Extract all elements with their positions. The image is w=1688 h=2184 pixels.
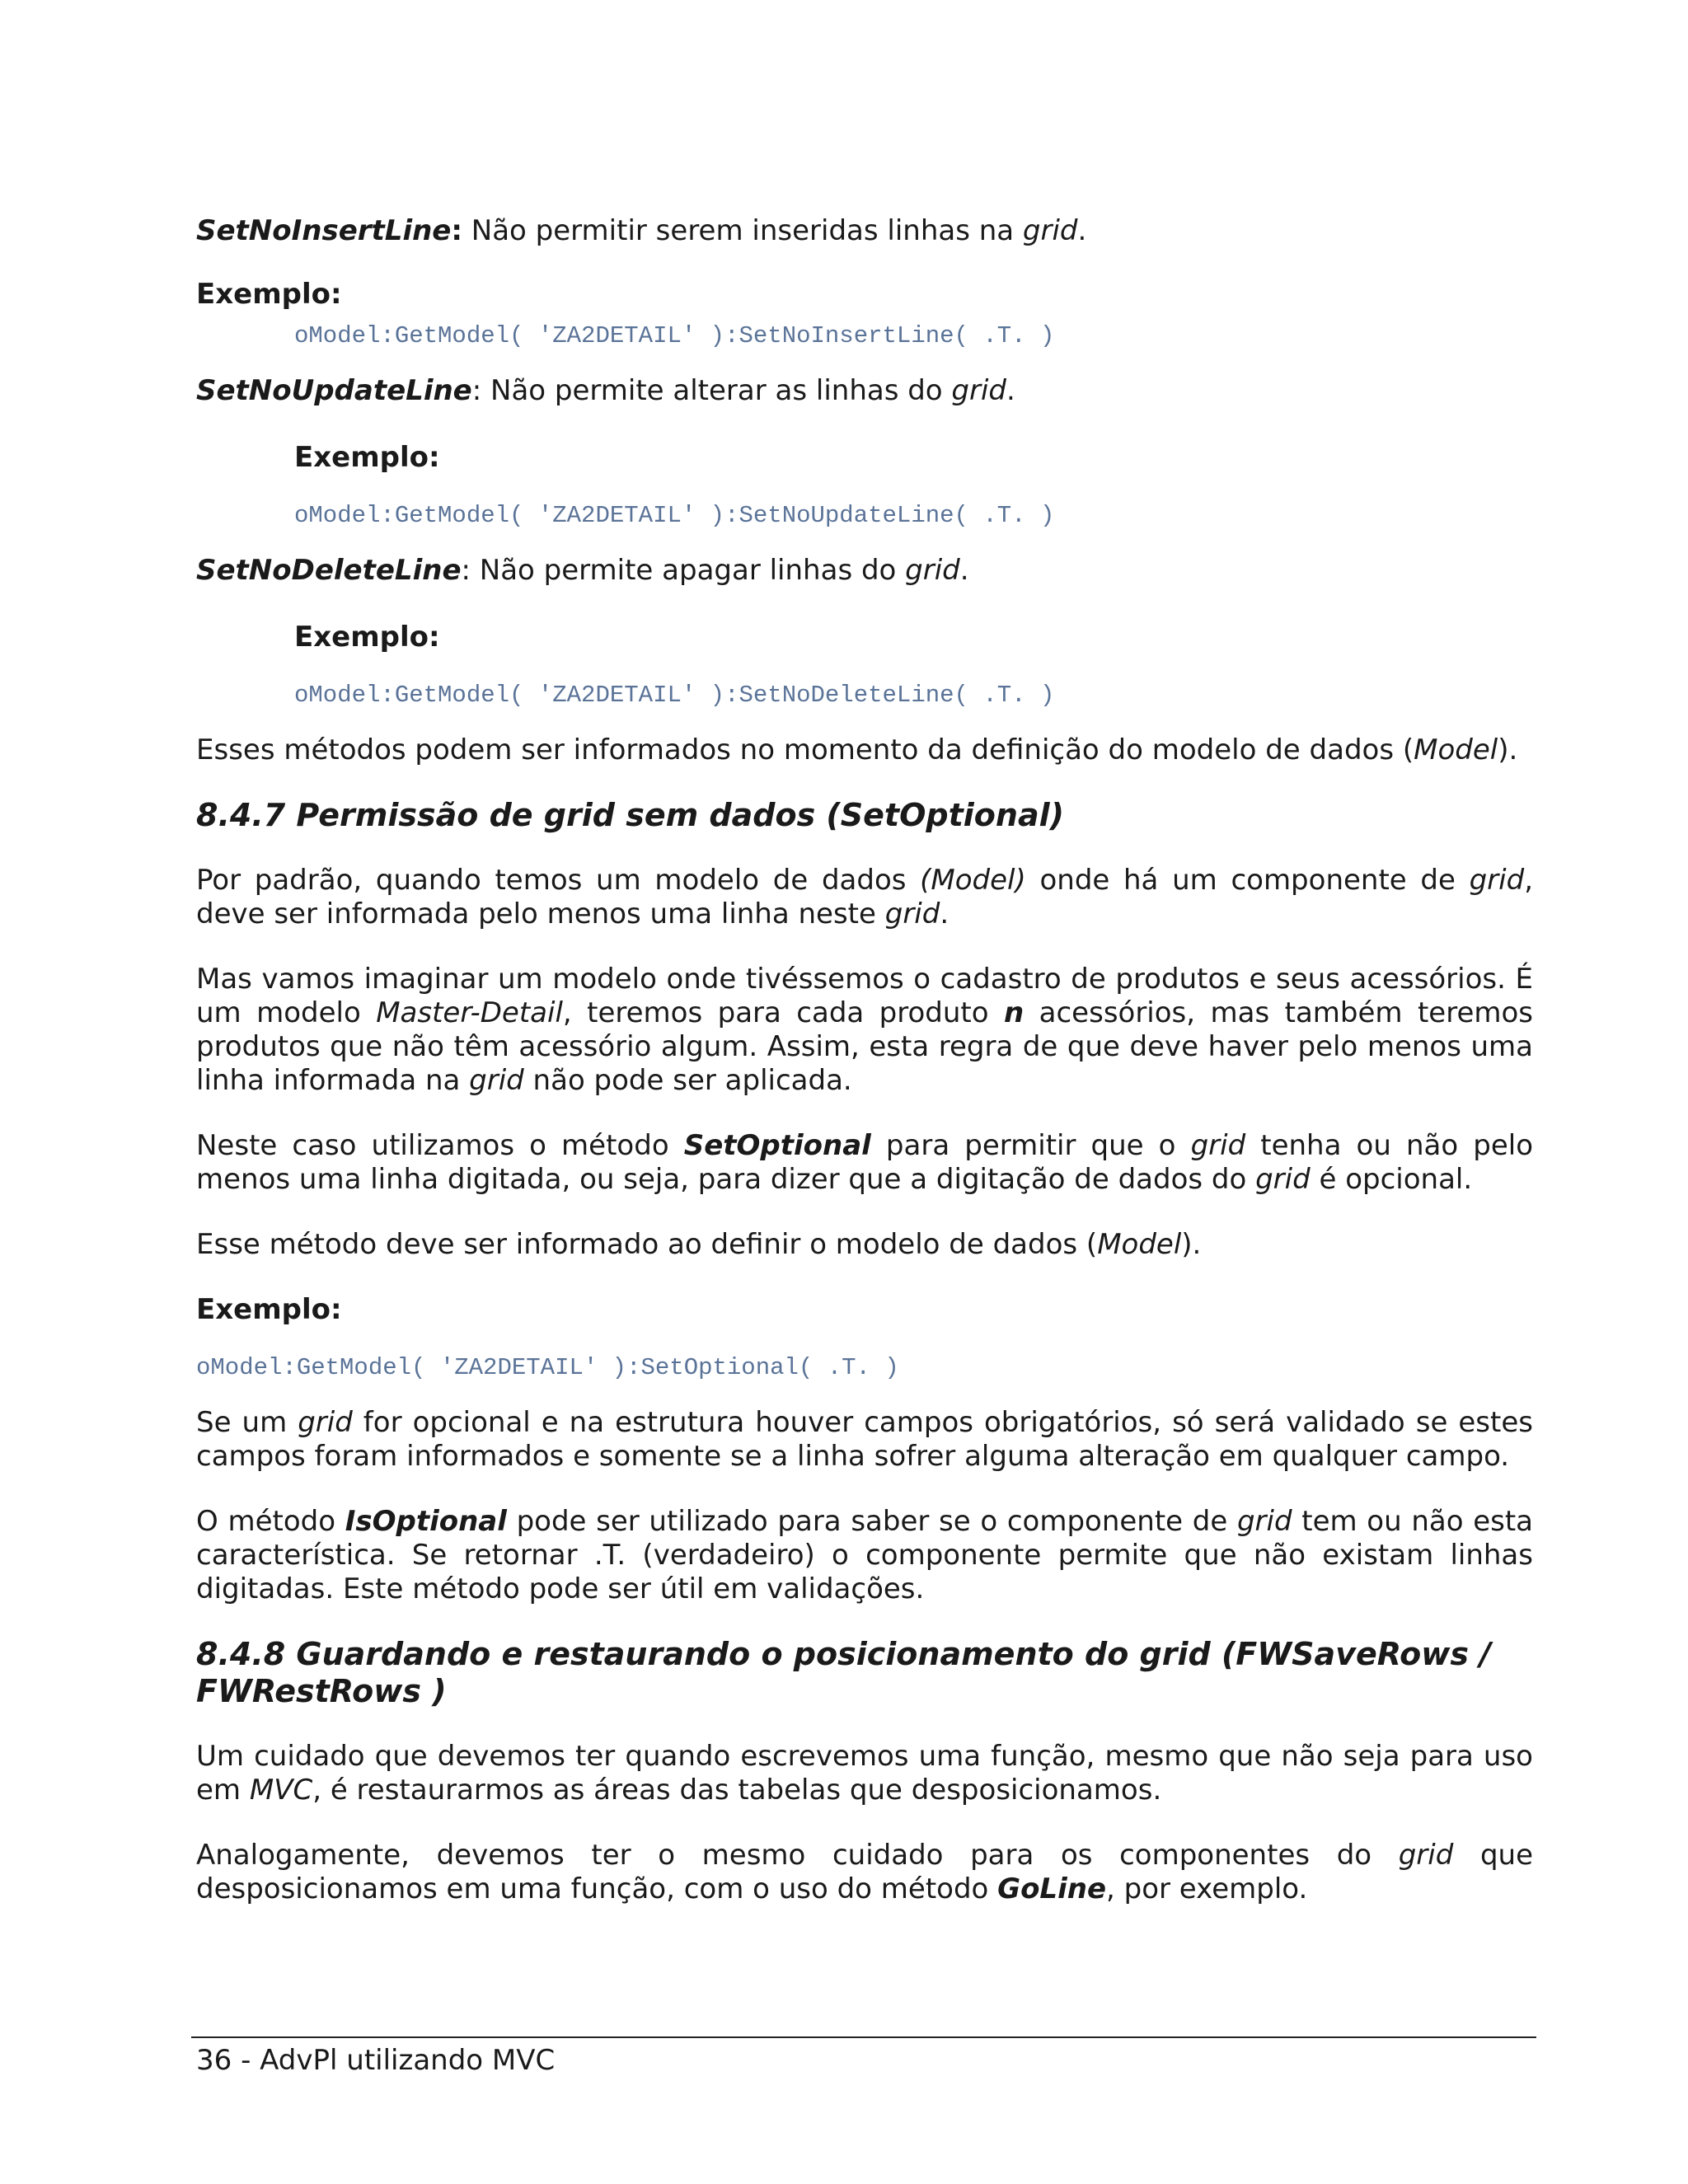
paragraph bbox=[196, 1406, 1533, 1474]
text: ). bbox=[1181, 1228, 1202, 1261]
text: , teremos para cada produto bbox=[562, 996, 1004, 1029]
method-name: IsOptional bbox=[345, 1505, 507, 1538]
text: . bbox=[959, 554, 969, 587]
grid-term: grid bbox=[905, 554, 960, 587]
text: que desposicionamos em uma função, com o uso do método bbox=[196, 1839, 1533, 1905]
text: ). bbox=[1498, 733, 1518, 766]
setnodeleteline-desc bbox=[196, 554, 1533, 588]
example-label: Exemplo: bbox=[294, 621, 440, 654]
grid-term: grid bbox=[1022, 214, 1078, 247]
example-label: Exemplo: bbox=[294, 441, 440, 474]
model-term: Model bbox=[1414, 733, 1498, 766]
text: for opcional e na estrutura houver campos obrigatórios, só será validado se estes campos foram informados e somente se a linha sofrer alguma alteração em qualquer campo. bbox=[196, 1406, 1533, 1473]
text: Analogamente, devemos ter o mesmo cuidado para os componentes do bbox=[196, 1839, 1399, 1872]
paragraph bbox=[196, 733, 1533, 767]
text: onde há um componente de bbox=[1025, 864, 1470, 897]
text: Mas vamos imaginar um modelo onde tivéssemos o cadastro de produtos e seus acessórios. É um modelo bbox=[196, 963, 1533, 1029]
grid-term: grid bbox=[469, 1064, 524, 1097]
model-term: Model bbox=[1097, 1228, 1182, 1261]
text: Por padrão, quando temos um modelo de dados bbox=[196, 864, 921, 897]
text: pode ser utilizado para saber se o componente de bbox=[506, 1505, 1237, 1538]
grid-term: grid bbox=[1398, 1839, 1454, 1872]
section-heading-8-4-8: 8.4.8 Guardando e restaurando o posicionamento do grid (FWSaveRows / FWRestRows ) bbox=[196, 1636, 1492, 1709]
text: . bbox=[1077, 214, 1087, 247]
method-name: SetNoInsertLine bbox=[196, 214, 452, 247]
text: . bbox=[940, 898, 950, 930]
text: tem ou não esta característica. Se retornar .T. (verdadeiro) o componente permite que não existam linhas digitadas. Este método pode ser útil em validações. bbox=[196, 1505, 1533, 1605]
method-name: SetOptional bbox=[683, 1129, 871, 1162]
footer-divider bbox=[191, 2036, 1536, 2038]
text: , é restaurarmos as áreas das tabelas que desposicionamos. bbox=[312, 1774, 1162, 1807]
text: : Não permite apagar linhas do bbox=[461, 554, 906, 587]
paragraph bbox=[196, 1839, 1533, 1906]
text: é opcional. bbox=[1310, 1163, 1473, 1196]
code-example: oModel:GetModel( 'ZA2DETAIL' ):SetNoUpdateLine( .T. ) bbox=[294, 502, 1055, 529]
text: O método bbox=[196, 1505, 345, 1538]
method-name: GoLine bbox=[997, 1872, 1107, 1905]
text: para permitir que o bbox=[870, 1129, 1191, 1162]
colon: : bbox=[451, 214, 462, 247]
code-example: oModel:GetModel( 'ZA2DETAIL' ):SetNoInsertLine( .T. ) bbox=[294, 322, 1055, 349]
code-example: oModel:GetModel( 'ZA2DETAIL' ):SetNoDeleteLine( .T. ) bbox=[294, 682, 1055, 709]
paragraph bbox=[196, 1505, 1533, 1606]
mvc-term: MVC bbox=[249, 1774, 313, 1807]
paragraph bbox=[196, 864, 1533, 931]
text: Não permitir serem inseridas linhas na bbox=[462, 214, 1023, 247]
method-name: SetNoDeleteLine bbox=[196, 554, 462, 587]
section-heading-8-4-7: 8.4.7 Permissão de grid sem dados (SetOptional) bbox=[196, 797, 1064, 833]
text: Um cuidado que devemos ter quando escrevemos uma função, mesmo que não seja para uso em bbox=[196, 1740, 1533, 1807]
text: acessórios, mas também teremos produtos que não têm acessório algum. Assim, esta regra de que deve haver pelo menos uma linha informada na bbox=[196, 996, 1533, 1097]
grid-term: grid bbox=[951, 374, 1007, 407]
text: Se um bbox=[196, 1406, 298, 1439]
setnoinsertline-desc bbox=[196, 214, 1533, 248]
text: , por exemplo. bbox=[1106, 1872, 1308, 1905]
grid-term: grid bbox=[298, 1406, 353, 1439]
grid-term: grid bbox=[1190, 1129, 1246, 1162]
text: Esses métodos podem ser informados no momento da definição do modelo de dados ( bbox=[196, 733, 1414, 766]
text: : Não permite alterar as linhas do bbox=[471, 374, 952, 407]
text: . bbox=[1006, 374, 1015, 407]
example-label: Exemplo: bbox=[196, 278, 342, 311]
master-detail-term: Master-Detail bbox=[376, 996, 563, 1029]
grid-term: grid bbox=[884, 898, 940, 930]
text: Esse método deve ser informado ao definir o modelo de dados ( bbox=[196, 1228, 1098, 1261]
paragraph bbox=[196, 1740, 1533, 1807]
text: tenha ou não pelo menos uma linha digitada, ou seja, para dizer que a digitação de dados do bbox=[196, 1129, 1534, 1196]
example-label: Exemplo: bbox=[196, 1293, 342, 1326]
method-name: SetNoUpdateLine bbox=[196, 374, 472, 407]
page-footer: 36 - AdvPl utilizando MVC bbox=[196, 2044, 556, 2077]
code-example: oModel:GetModel( 'ZA2DETAIL' ):SetOptional( .T. ) bbox=[196, 1354, 899, 1381]
paragraph bbox=[196, 963, 1533, 1098]
text: não pode ser aplicada. bbox=[523, 1064, 852, 1097]
setnoupdateline-desc bbox=[196, 374, 1533, 408]
grid-term: grid bbox=[1255, 1163, 1311, 1196]
paragraph bbox=[196, 1228, 1533, 1262]
grid-term: grid bbox=[1469, 864, 1525, 897]
page-content bbox=[196, 214, 1533, 1906]
grid-term: grid bbox=[1236, 1505, 1292, 1538]
model-term: (Model) bbox=[920, 864, 1026, 897]
text: , deve ser informada pelo menos uma linha neste bbox=[196, 864, 1533, 930]
paragraph bbox=[196, 1129, 1533, 1197]
n-term: n bbox=[1004, 996, 1025, 1029]
text: Neste caso utilizamos o método bbox=[196, 1129, 684, 1162]
